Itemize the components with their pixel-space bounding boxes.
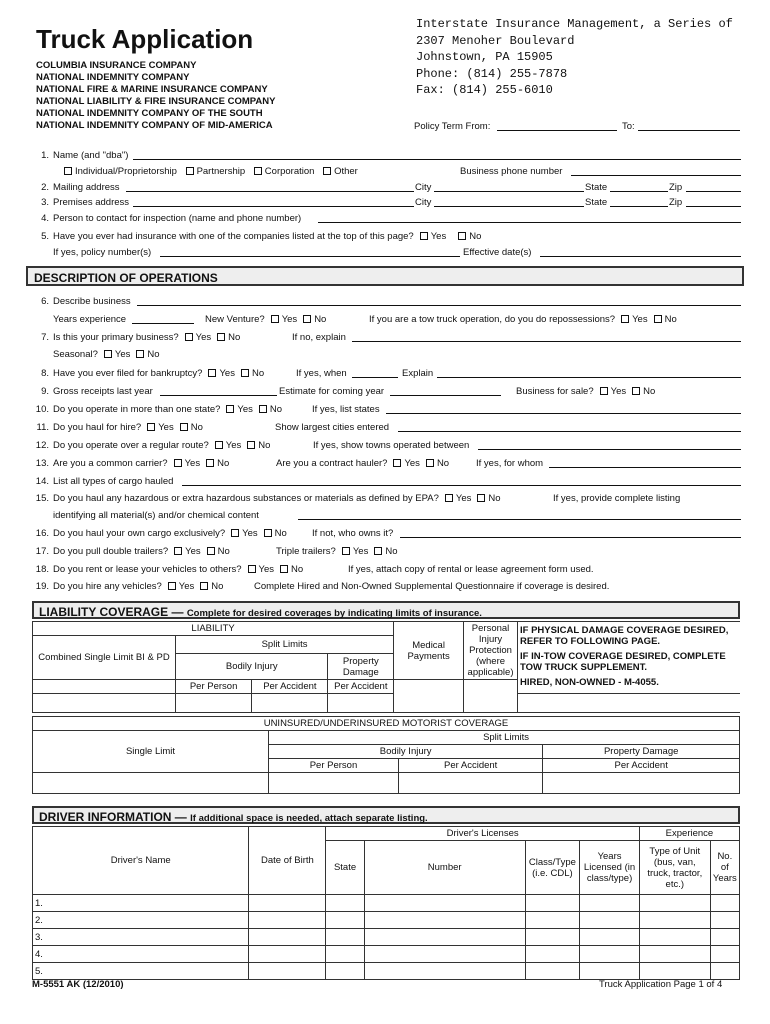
table-row: 1. — [33, 895, 740, 912]
q10-no-checkbox[interactable] — [259, 405, 267, 413]
q17-row: Do you pull double trailers? Yes No — [53, 546, 230, 557]
seasonal-row: Seasonal? Yes No — [53, 349, 160, 360]
q13-row: Are you a common carrier? Yes No — [53, 458, 230, 469]
estimate-field[interactable] — [390, 395, 501, 396]
table-row: 4. — [33, 946, 740, 963]
q10-row: Do you operate in more than one state? Yes No — [53, 404, 283, 415]
triple-yes-checkbox[interactable] — [342, 547, 350, 555]
page-title: Truck Application — [36, 24, 254, 54]
table-row: 2. — [33, 912, 740, 929]
seasonal-yes-checkbox[interactable] — [104, 350, 112, 358]
q17-yes-checkbox[interactable] — [174, 547, 182, 555]
q9-label: Gross receipts last year — [53, 386, 153, 397]
city-label: City — [415, 182, 432, 193]
q13-no-checkbox[interactable] — [206, 459, 214, 467]
q8-yes-checkbox[interactable] — [208, 369, 216, 377]
liability-heading: LIABILITY COVERAGE — Complete for desired coverages by indicating limits of insurance. — [32, 601, 740, 619]
estimate-label: Estimate for coming year — [279, 386, 385, 397]
hired-note: Complete Hired and Non-Owned Supplemental Questionnaire if coverage is desired. — [254, 581, 610, 592]
table-row: 3. — [33, 929, 740, 946]
q5-no-checkbox[interactable] — [458, 232, 466, 240]
cities-field[interactable] — [398, 431, 741, 432]
complete-listing-label: If yes, provide complete listing — [553, 493, 681, 504]
rental-note: If yes, attach copy of rental or lease agreement form used. — [348, 564, 594, 575]
driver-table: Driver's Name Date of Birth Driver's Licenses Experience State Number Class/Type (i.e. CDL) Years Licensed (in class/type) Type of Unit (bus, van, truck, tractor, etc.) No. of Years 1. 2. 3. 4. 5. — [32, 826, 740, 980]
towns-label: If yes, show towns operated between — [313, 440, 470, 451]
states-label: If yes, list states — [312, 404, 380, 415]
entity-options: Individual/Proprietorship Partnership Corporation Other — [64, 166, 358, 178]
policy-term-to-label: To: — [622, 121, 635, 132]
q3-label: Premises address — [53, 197, 130, 208]
q15b-label: identifying all material(s) and/or chemical content — [53, 510, 259, 521]
venture-no-checkbox[interactable] — [303, 315, 311, 323]
other-checkbox[interactable] — [323, 167, 331, 175]
forsale-row: Business for sale? Yes No — [516, 386, 656, 397]
q18-row: Do you rent or lease your vehicles to others? Yes No — [53, 564, 304, 575]
partnership-checkbox[interactable] — [186, 167, 194, 175]
premises-state-field[interactable] — [610, 206, 668, 207]
q18-no-checkbox[interactable] — [280, 565, 288, 573]
q16-yes-checkbox[interactable] — [231, 529, 239, 537]
effective-date-field[interactable] — [540, 256, 741, 257]
q12-yes-checkbox[interactable] — [215, 441, 223, 449]
bankruptcy-explain-field[interactable] — [437, 377, 741, 378]
q2-label: Mailing address — [53, 182, 120, 193]
contract-row: Are you a contract hauler? Yes No — [276, 458, 450, 469]
effective-date-label: Effective date(s) — [463, 247, 532, 258]
q12-no-checkbox[interactable] — [247, 441, 255, 449]
contract-yes-checkbox[interactable] — [393, 459, 401, 467]
business-phone-field[interactable] — [571, 175, 741, 176]
state-label: State — [585, 182, 608, 193]
q18-yes-checkbox[interactable] — [248, 565, 256, 573]
states-field[interactable] — [386, 413, 741, 414]
form-number: M-5551 AK (12/2010) — [32, 979, 124, 990]
q8-no-checkbox[interactable] — [241, 369, 249, 377]
q15-yes-checkbox[interactable] — [445, 494, 453, 502]
state-label: State — [585, 197, 608, 208]
q15-no-checkbox[interactable] — [477, 494, 485, 502]
driver-heading: DRIVER INFORMATION — If additional space is needed, attach separate listing. — [32, 806, 740, 824]
q10-yes-checkbox[interactable] — [226, 405, 234, 413]
explain-if-no-field[interactable] — [352, 341, 741, 342]
um-table: UNINSURED/UNDERINSURED MOTORIST COVERAGE Single Limit Split Limits Bodily Injury Property Damage Per Person Per Accident Per Accident — [32, 716, 740, 794]
contract-no-checkbox[interactable] — [426, 459, 434, 467]
q14-label: List all types of cargo hauled — [53, 476, 174, 487]
name-field[interactable] — [133, 159, 741, 160]
forsale-no-checkbox[interactable] — [632, 387, 640, 395]
zip-label: Zip — [669, 197, 683, 208]
explain-if-no-label: If no, explain — [292, 332, 346, 343]
contact-field[interactable] — [318, 222, 741, 223]
q16-no-checkbox[interactable] — [264, 529, 272, 537]
q19-yes-checkbox[interactable] — [168, 582, 176, 590]
q6-label: Describe business — [53, 296, 131, 307]
forsale-yes-checkbox[interactable] — [600, 387, 608, 395]
company-list: COLUMBIA INSURANCE COMPANY NATIONAL INDEMNITY COMPANY NATIONAL FIRE & MARINE INSURANCE COMPANY NATIONAL LIABILITY & FIRE INSURANCE COMPANY NATIONAL INDEMNITY COMPANY OF THE SOUTH NATIONAL INDEMNITY COMPANY OF MID-AMERICA — [36, 60, 276, 131]
policy-term-to-field[interactable] — [638, 130, 740, 131]
policy-term-from-label: Policy Term From: — [414, 121, 491, 132]
table-row: 5. — [33, 963, 740, 980]
venture-yes-checkbox[interactable] — [271, 315, 279, 323]
policy-term-from-field[interactable] — [497, 130, 617, 131]
q13-yes-checkbox[interactable] — [174, 459, 182, 467]
mailing-zip-field[interactable] — [686, 191, 741, 192]
owns-label: If not, who owns it? — [312, 528, 394, 539]
q8-row: Have you ever filed for bankruptcy? Yes No — [53, 368, 265, 379]
premises-zip-field[interactable] — [686, 206, 741, 207]
q15-row: Do you haul any hazardous or extra hazardous substances or materials as defined by EPA? Yes No — [53, 493, 501, 504]
q5-row: Have you ever had insurance with one of the companies listed at the top of this page? Yes No — [53, 231, 482, 242]
cities-label: Show largest cities entered — [275, 422, 390, 433]
business-phone-label: Business phone number — [460, 166, 563, 177]
q19-no-checkbox[interactable] — [200, 582, 208, 590]
q7-no-checkbox[interactable] — [217, 333, 225, 341]
policy-number-field[interactable] — [160, 256, 460, 257]
city-label: City — [415, 197, 432, 208]
seasonal-no-checkbox[interactable] — [136, 350, 144, 358]
q7-yes-checkbox[interactable] — [185, 333, 193, 341]
whom-label: If yes, for whom — [476, 458, 544, 469]
triple-no-checkbox[interactable] — [374, 547, 382, 555]
owner-field[interactable] — [400, 537, 741, 538]
q11-yes-checkbox[interactable] — [147, 423, 155, 431]
corporation-checkbox[interactable] — [254, 167, 262, 175]
triple-row: Triple trailers? Yes No — [276, 546, 398, 557]
tow-row: If you are a tow truck operation, do you do repossessions? Yes No — [369, 314, 677, 325]
q17-no-checkbox[interactable] — [207, 547, 215, 555]
q4-label: Person to contact for inspection (name and phone number) — [53, 213, 302, 224]
operations-heading: DESCRIPTION OF OPERATIONS — [26, 266, 744, 286]
individual-checkbox[interactable] — [64, 167, 72, 175]
tow-no-checkbox[interactable] — [654, 315, 662, 323]
q11-row: Do you haul for hire? Yes No — [53, 422, 203, 433]
years-label: Years experience — [53, 314, 127, 325]
q11-no-checkbox[interactable] — [180, 423, 188, 431]
materials-field[interactable] — [298, 519, 741, 520]
explain-label: Explain — [402, 368, 434, 379]
office-address: Interstate Insurance Management, a Series of 2307 Menoher Boulevard Johnstown, PA 15905 Phone: (814) 255-7878 Fax: (814) 255-6010 — [416, 17, 733, 97]
liability-table: LIABILITY Medical Payments Personal Injury Protection (where applicable) IF PHYSICAL DAMAGE COVERAGE DESIRED, REFER TO FOLLOWING PAGE. IF IN-TOW COVERAGE DESIRED, COMPLETE TOW TRUCK SUPPLEMENT. HIRED, NON-OWNED - M-4055. Combined Single Limit BI & PD Split Limits Bodily Injury Property Damage Per Person Per Accident Per Accident — [32, 621, 740, 713]
premises-address-field[interactable] — [133, 206, 414, 207]
towns-field[interactable] — [478, 449, 741, 450]
q1-label: Name (and "dba") — [53, 150, 129, 161]
mailing-state-field[interactable] — [610, 191, 668, 192]
when-label: If yes, when — [296, 368, 347, 379]
page-number: Truck Application Page 1 of 4 — [599, 979, 723, 990]
tow-yes-checkbox[interactable] — [621, 315, 629, 323]
cargo-field[interactable] — [182, 485, 741, 486]
zip-label: Zip — [669, 182, 683, 193]
q7-row: Is this your primary business? Yes No — [53, 332, 241, 343]
mailing-address-field[interactable] — [126, 191, 414, 192]
gross-receipts-field[interactable] — [160, 395, 277, 396]
q12-row: Do you operate over a regular route? Yes No — [53, 440, 271, 451]
describe-business-field[interactable] — [137, 305, 741, 306]
premises-city-field[interactable] — [434, 206, 584, 207]
q5b-label: If yes, policy number(s) — [53, 247, 152, 258]
venture-row: New Venture? Yes No — [205, 314, 327, 325]
q5-yes-checkbox[interactable] — [420, 232, 428, 240]
q19-row: Do you hire any vehicles? Yes No — [53, 581, 224, 592]
years-experience-field[interactable] — [132, 323, 194, 324]
q16-row: Do you haul your own cargo exclusively? Yes No — [53, 528, 287, 539]
whom-field[interactable] — [549, 467, 741, 468]
bankruptcy-when-field[interactable] — [352, 377, 398, 378]
mailing-city-field[interactable] — [434, 191, 584, 192]
